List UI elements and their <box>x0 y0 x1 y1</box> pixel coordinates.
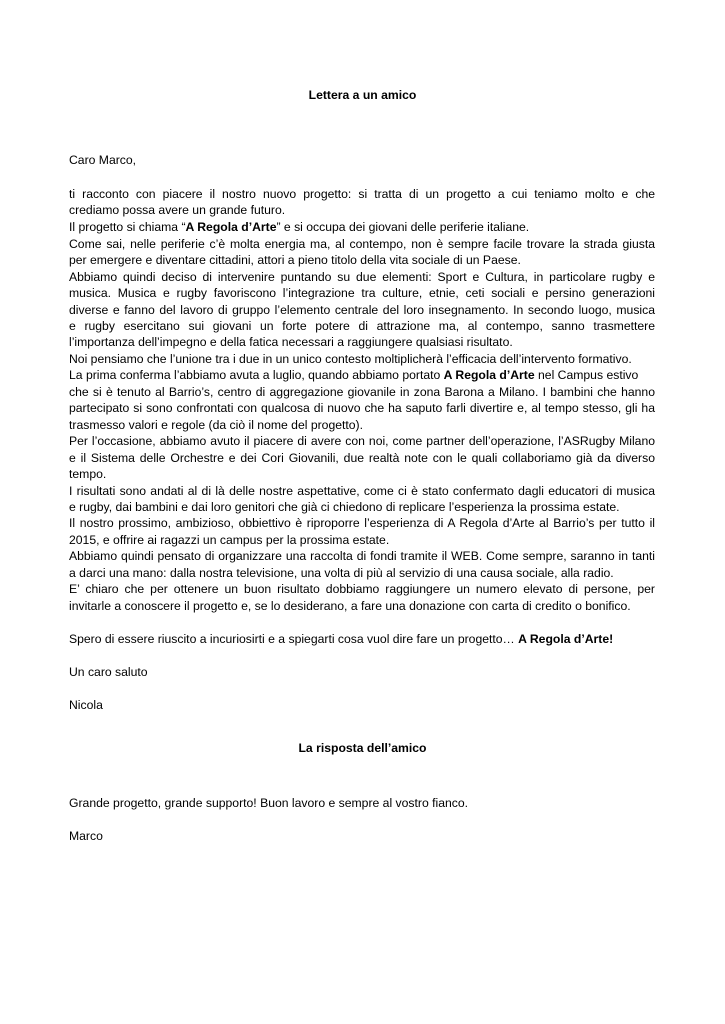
body-line: Abbiamo quindi pensato di organizzare una raccolta di fondi tramite il WEB. Come sempre, saranno in tanti <box>69 549 655 563</box>
reply-body: Grande progetto, grande supporto! Buon lavoro e sempre al vostro fianco. <box>69 796 469 810</box>
body-line: crediamo possa avere un grande futuro. <box>69 203 286 217</box>
signature: Nicola <box>69 698 103 712</box>
letter-title: Lettera a un amico <box>308 88 417 102</box>
body-line: Per l’occasione, abbiamo avuto il piacere di avere con noi, come partner dell’operazione, l’ASRugby Milano <box>69 434 655 448</box>
project-name: A Regola d’Arte <box>185 220 277 234</box>
body-line: e il Sistema delle Orchestre e dei Cori Giovanili, due realtà note con le quali collaboriamo già da diverso <box>69 451 655 465</box>
body-line: ti racconto con piacere il nostro nuovo progetto: si tratta di un progetto a cui teniamo molto e che <box>69 187 655 201</box>
body-line: 2015, e offrire ai ragazzi un campus per la prossima estate. <box>69 533 390 547</box>
body-line: partecipato si sono confrontati con qualcosa di nuovo che ha saputo farli divertire e, al tempo stesso, gli ha <box>69 401 655 415</box>
body-line: trasmesso valori e regole (da ciò il nome del progetto). <box>69 418 363 432</box>
body-line: l’importanza dell’impegno e della fatica necessari a raggiungere qualsiasi risultato. <box>69 335 513 349</box>
project-name: A Regola d’Arte! <box>518 632 614 646</box>
body-line: Come sai, nelle periferie c’è molta energia ma, al contempo, non è sempre facile trovare la strada giusta <box>69 237 655 251</box>
body-line: musica. Musica e rugby favoriscono l’integrazione tra culture, etnie, ceti sociali e persino generazioni <box>69 286 655 300</box>
body-line: invitarle a conoscere il progetto e, se lo desiderano, a fare una donazione con carta di credito o bonifico. <box>69 599 631 613</box>
body-line: e rugby, dai bambini e dai loro genitori che già ci chiedono di replicare l’esperienza la prossima estate. <box>69 500 620 514</box>
body-line: E’ chiaro che per ottenere un buon risultato dobbiamo raggiungere un numero elevato di persone, per <box>69 582 655 596</box>
body-line: Abbiamo quindi deciso di intervenire puntando su due elementi: Sport e Cultura, in particolare rugby e <box>69 270 655 284</box>
body-line: I risultati sono andati al di là delle nostre aspettative, come ci è stato confermato dagli educatori di musica <box>69 484 655 498</box>
body-line: Noi pensiamo che l’unione tra i due in un unico contesto moltiplicherà l’efficacia dell’intervento formativo. <box>69 352 632 366</box>
body-line: La prima conferma l’abbiamo avuta a luglio, quando abbiamo portato A Regola d’Arte nel Campus estivo <box>69 368 639 382</box>
reply-title: La risposta dell’amico <box>298 741 427 755</box>
body-line: Il progetto si chiama “A Regola d’Arte” e si occupa dei giovani delle periferie italiane. <box>69 220 530 234</box>
body-line: per emergere e diventare cittadini, attori a pieno titolo della vita sociale di un Paese. <box>69 253 521 267</box>
salutation: Un caro saluto <box>69 665 148 679</box>
body-line: Il nostro prossimo, ambizioso, obbiettivo è riproporre l’esperienza di A Regola d’Arte al Barrio’s per tutto il <box>69 516 655 530</box>
body-line: tempo. <box>69 467 107 481</box>
greeting: Caro Marco, <box>69 153 137 167</box>
closing-line: Spero di essere riuscito a incuriosirti e a spiegarti cosa vuol dire fare un progetto… A Regola d’Arte! <box>69 632 614 646</box>
body-line: diverse e fanno del lavoro di gruppo l’elemento centrale del loro insegnamento. In secondo luogo, musica <box>69 303 655 317</box>
reply-signature: Marco <box>69 829 103 843</box>
body-line: che si è tenuto al Barrio’s, centro di aggregazione giovanile in zona Barona a Milano. I bambini che hanno <box>69 385 655 399</box>
project-name: A Regola d’Arte <box>443 368 535 382</box>
body-line: e rugby esercitano sui giovani un forte potere di attrazione ma, al contempo, sanno trasmettere <box>69 319 655 333</box>
body-line: a darci una mano: dalla nostra televisione, una volta di più al servizio di una causa sociale, alla radio. <box>69 566 614 580</box>
